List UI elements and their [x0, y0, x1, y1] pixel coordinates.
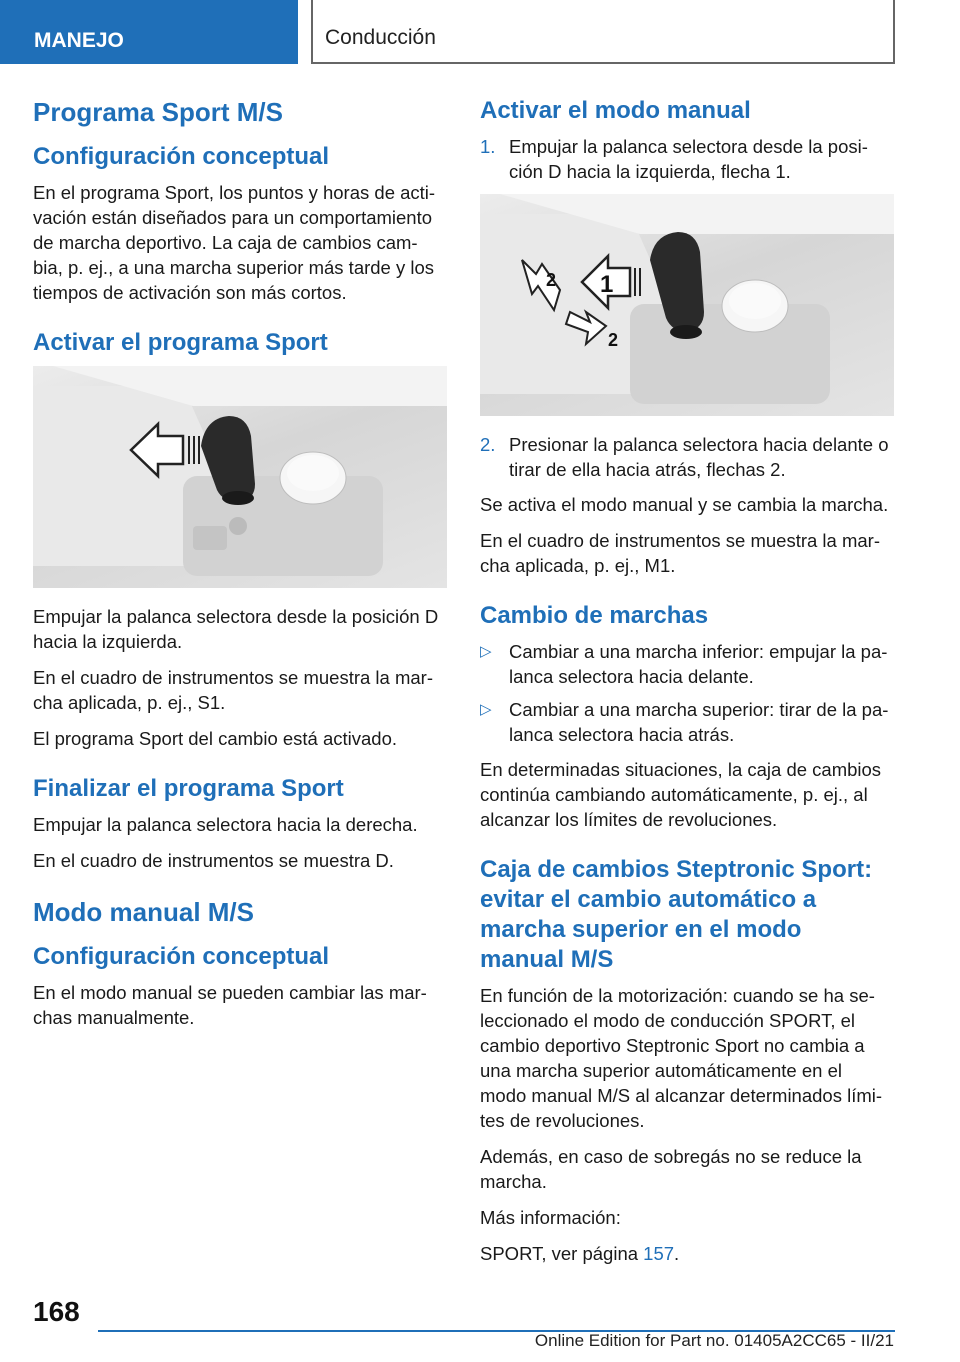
shift-p3: En determinadas situaciones, la caja de cambios continúa cambiando automáticamente, p. ej., al alcanzar los límites de revoluciones.: [480, 759, 882, 830]
manual-p1: Se activa el modo manual y se cambia la marcha.: [480, 494, 889, 515]
activate-sport-p3: El programa Sport del cambio está activado.: [33, 728, 398, 749]
right-column: [480, 96, 892, 1277]
figure-label-2a: 2: [546, 270, 557, 290]
list-item: [480, 432, 892, 482]
manual-steps-list-2: [480, 432, 892, 482]
activate-manual-heading: Activar el modo manual: [480, 97, 751, 124]
shift-bullet-list: [480, 639, 892, 747]
steptronic-p5: Además, en caso de sobregás no se reduce la marcha.: [480, 1146, 862, 1192]
manual-steps-list-1: [480, 134, 892, 184]
concept-text: En el programa Sport, los puntos y horas de acti-vación están diseñados para un comportamiento de marcha deportivo. La caja de cambios cam-bia, p. ej., a una marcha superior más tarde y los tiempos de activación son más cortos.: [33, 182, 436, 303]
step-number: 2.: [480, 434, 496, 455]
gear-selector-illustration-manual: [480, 194, 894, 416]
step-text: Presionar la palanca selectora hacia delante o tirar de ella hacia atrás, flechas 2.: [509, 434, 889, 480]
finish-sport-p2: En el cuadro de instrumentos se muestra D.: [33, 850, 394, 871]
section-title: Programa Sport M/S: [33, 97, 283, 127]
manual-mode-title: Modo manual M/S: [33, 897, 254, 927]
page-link[interactable]: 157: [643, 1243, 675, 1264]
activate-sport-heading: Activar el programa Sport: [33, 329, 328, 356]
finish-sport-heading: Finalizar el programa Sport: [33, 775, 344, 802]
list-item: [480, 134, 892, 184]
edition-note: Online Edition for Part no. 01405A2CC65 - II/21: [534, 1331, 894, 1350]
steptronic-p4: En función de la motorización: cuando se ha se-leccionado el modo de conducción SPORT, el cambio deportivo Steptronic Sport no cambia a una marcha superior automáticamente en el modo manual M/S al alcanzar determinados lími-tes de revoluciones.: [480, 985, 883, 1131]
concept-heading: Configuración conceptual: [33, 143, 330, 170]
section-tab: MANEJO: [0, 0, 298, 64]
triangle-right-icon: ▷: [480, 643, 492, 660]
manual-concept-text: En el modo manual se pueden cambiar las mar-chas manualmente.: [33, 982, 427, 1028]
list-item: [480, 697, 892, 747]
page-reference: [480, 1241, 892, 1266]
manual-concept-heading: Configuración conceptual: [33, 943, 330, 970]
figure-label-1: 1: [600, 271, 614, 298]
page-number: 168: [33, 1296, 80, 1327]
left-column: [33, 96, 447, 1041]
step-number: 1.: [480, 136, 496, 157]
figure-label-2b: 2: [608, 330, 619, 350]
bullet-text: Cambiar a una marcha inferior: empujar la pa-lanca selectora hacia delante.: [509, 641, 888, 687]
activate-sport-p2: En el cuadro de instrumentos se muestra la mar-cha aplicada, p. ej., S1.: [33, 667, 433, 713]
subsection-title: Conducción: [325, 26, 436, 49]
steptronic-heading: Caja de cambios Steptronic Sport: evitar el cambio automático a marcha superior en el modo manual M/S: [480, 856, 873, 973]
list-item: [480, 639, 892, 689]
finish-sport-p1: Empujar la palanca selectora hacia la derecha.: [33, 814, 418, 835]
manual-p2: En el cuadro de instrumentos se muestra la mar-cha aplicada, p. ej., M1.: [480, 530, 880, 576]
more-info-label: Más información:: [480, 1207, 621, 1228]
step-text: Empujar la palanca selectora desde la posi-ción D hacia la izquierda, flecha 1.: [509, 136, 868, 182]
gear-selector-illustration-sport: [33, 366, 447, 588]
shift-heading: Cambio de marchas: [480, 602, 709, 629]
activate-sport-p1: Empujar la palanca selectora desde la posición D hacia la izquierda.: [33, 606, 439, 652]
bullet-text: Cambiar a una marcha superior: tirar de la pa-lanca selectora hacia atrás.: [509, 699, 889, 745]
triangle-right-icon: ▷: [480, 701, 492, 718]
reference-text: SPORT, ver página: [480, 1243, 644, 1264]
reference-end: .: [674, 1243, 680, 1264]
